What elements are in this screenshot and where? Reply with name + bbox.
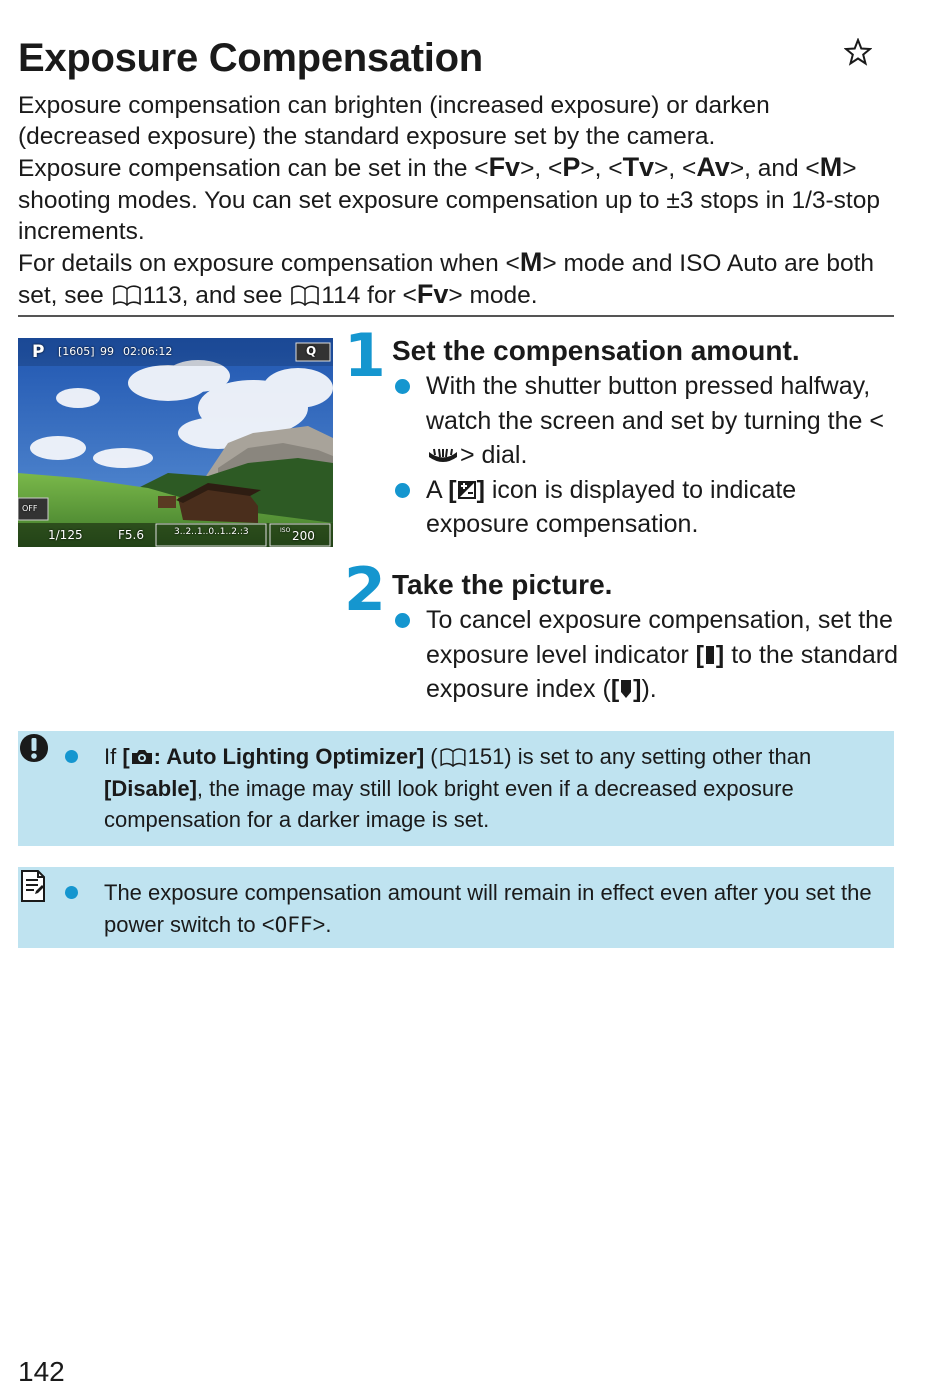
screen-mode: P xyxy=(32,342,45,362)
book-icon xyxy=(112,284,142,306)
step-1-bullet-2b: icon is displayed to indicate exposure compensation. xyxy=(426,475,797,538)
caution-text xyxy=(84,741,882,836)
mode-fv: Fv xyxy=(416,279,449,310)
intro-text-segment: > mode and ISO Auto are both set, see xyxy=(18,250,875,310)
list-item xyxy=(84,741,882,836)
screen-time: 02:06:12 xyxy=(123,345,173,358)
bullet-icon xyxy=(395,483,410,498)
intro-text-segment: >, and < xyxy=(729,155,820,183)
step-1-bullet-2a: A xyxy=(426,475,449,504)
screen-shots: [1605] xyxy=(58,345,95,358)
caution-disable: [Disable] xyxy=(104,775,197,801)
mode-fv: Fv xyxy=(488,152,521,183)
main-dial-icon xyxy=(426,447,460,465)
step-2-bullet-1a: To cancel exposure compensation, set the exposure level indicator xyxy=(426,606,893,669)
step-1-bullet-1: With the shutter button pressed halfway, watch the screen and set by turning the < xyxy=(426,372,884,435)
book-icon xyxy=(290,284,320,306)
intro-line1: Exposure compensation can brighten (increased exposure) or darken (decreased exposure) the standard exposure set by the camera. xyxy=(18,92,770,151)
step-1-bullets xyxy=(392,369,902,542)
intro-text-segment: > mode. xyxy=(448,282,538,310)
memo-off: OFF xyxy=(274,912,313,937)
caution-icon xyxy=(19,733,49,763)
book-icon xyxy=(439,747,467,767)
intro-text-segment: For details on exposure compensation when < xyxy=(18,250,520,278)
step-1-title: Set the compensation amount. xyxy=(392,335,800,366)
bullet-icon xyxy=(65,750,78,763)
screen-aperture: F5.6 xyxy=(118,528,144,542)
caution-ref-open: ( xyxy=(424,744,438,769)
memo-text-a: The exposure compensation amount will remain in effect even after you set the power switch to < xyxy=(104,880,872,937)
intro-line3 xyxy=(18,247,898,311)
screen-shots-suffix: 99 xyxy=(100,345,114,358)
page-ref-link[interactable]: 114 for < xyxy=(321,282,417,310)
caution-menu-name: : Auto Lighting Optimizer] xyxy=(153,744,425,769)
step-2-bullet-1b: to the standard exposure index ( xyxy=(426,640,898,703)
mode-m: M xyxy=(519,247,543,278)
exposure-level-indicator-icon xyxy=(704,645,716,665)
bullet-icon xyxy=(65,886,78,899)
memo-text xyxy=(84,877,882,941)
standard-exposure-index-icon xyxy=(619,678,633,700)
caution-note xyxy=(18,731,894,846)
page-ref-link[interactable]: 113, and see xyxy=(142,282,290,310)
step-2-bullets xyxy=(392,603,902,707)
intro-text-segment: >, < xyxy=(654,155,697,183)
list-item xyxy=(392,369,902,473)
intro-text-segment: > shooting modes. You can set exposure compensation up to ±3 stops in 1/3-stop increments. xyxy=(18,155,880,245)
step-1-number: 1 xyxy=(344,321,386,391)
intro-text-segment: >, < xyxy=(580,155,623,183)
step-1-bullet-1-end: > dial. xyxy=(460,441,528,469)
step-2-title: Take the picture. xyxy=(392,569,613,600)
caution-menu-open: [ xyxy=(122,744,130,769)
screen-iso: 200 xyxy=(292,529,315,543)
screen-q-button: Q xyxy=(306,344,317,358)
mode-av: Av xyxy=(696,152,730,183)
list-item xyxy=(84,877,882,941)
caution-ref[interactable]: 151) is set to any setting other than xyxy=(467,744,812,769)
camera-icon xyxy=(130,748,154,766)
intro-line2 xyxy=(18,152,898,247)
mode-m: M xyxy=(819,152,843,183)
mode-tv: Tv xyxy=(622,152,655,183)
screen-iso-label: ISO xyxy=(280,527,291,534)
memo-text-b: >. xyxy=(312,911,332,937)
exposure-compensation-icon xyxy=(457,480,477,500)
bullet-icon xyxy=(395,379,410,394)
intro-text xyxy=(18,90,898,311)
page-number: 142 xyxy=(18,1356,65,1387)
screen-exposure-scale: 3..2..1..0..1..2.:3 xyxy=(174,527,249,537)
step-2-number: 2 xyxy=(344,555,386,625)
screen-wb-off: OFF xyxy=(22,504,38,513)
list-item: To cancel exposure compensation, set the exposure level indicator [ ] to the standard exposure index ([ ]). xyxy=(392,603,902,707)
memo-icon xyxy=(20,869,46,903)
intro-text-segment: >, < xyxy=(520,155,563,183)
camera-screen-image xyxy=(18,338,333,547)
mode-p: P xyxy=(562,152,581,183)
intro-text-segment: Exposure compensation can be set in the < xyxy=(18,155,489,183)
star-icon xyxy=(844,38,872,66)
list-item: A [ ] icon is displayed to indicate exposure compensation. xyxy=(392,473,902,542)
screen-shutter: 1/125 xyxy=(48,528,83,542)
page-title: Exposure Compensation xyxy=(18,36,483,80)
divider xyxy=(18,315,894,317)
caution-rest: , the image may still look bright even if a decreased exposure compensation for a darker image is set. xyxy=(104,775,794,832)
step-2-bullet-1c: ). xyxy=(641,675,657,703)
caution-if: If xyxy=(104,744,123,769)
memo-note xyxy=(18,867,894,948)
bullet-icon xyxy=(395,613,410,628)
